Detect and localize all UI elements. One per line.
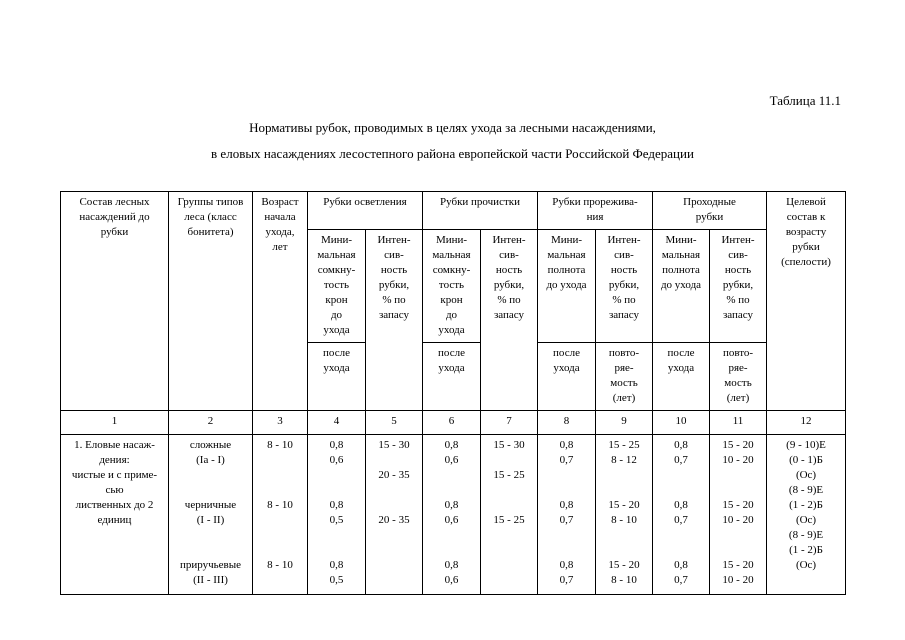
header-cleaning-min-closure: Мини- мальная сомкну- тость крон до ухода — [308, 230, 366, 343]
cell-passing-min-density: 0,8 0,7 0,8 0,7 0,8 0,7 — [653, 435, 710, 595]
column-number: 10 — [653, 411, 710, 435]
norms-table — [60, 191, 846, 595]
header-sparsing: Рубки прорежива- ния — [538, 192, 653, 230]
column-number: 6 — [423, 411, 481, 435]
header-passing-min-density: Мини- мальная полнота до ухода — [653, 230, 710, 343]
header-sparsing-intensity: Интен- сив- ность рубки, % по запасу — [596, 230, 653, 343]
column-number: 8 — [538, 411, 596, 435]
header-thinning: Рубки прочистки — [423, 192, 538, 230]
header-sparsing-min-density: Мини- мальная полнота до ухода — [538, 230, 596, 343]
header-start-age: Возраст начала ухода, лет — [253, 192, 308, 411]
cell-target-composition: (9 - 10)Е (0 - 1)Б (Ос) (8 - 9)Е (1 - 2)Б (Ос) (8 - 9)Е (1 - 2)Б (Ос) — [767, 435, 846, 595]
header-composition: Состав лесных насаждений до рубки — [61, 192, 169, 411]
header-passing-after-care: после ухода — [653, 343, 710, 411]
header-passing-repeat: повто- ряе- мость (лет) — [710, 343, 767, 411]
cell-composition: 1. Еловые насаж- дения: чистые и с приме- сью лиственных до 2 единиц — [61, 435, 169, 595]
cell-start-age: 8 - 10 8 - 10 8 - 10 — [253, 435, 308, 595]
table-label: Таблица 11.1 — [769, 93, 841, 108]
header-thinning-intensity: Интен- сив- ность рубки, % по запасу — [481, 230, 538, 411]
header-forest-groups: Группы типов леса (класс бонитета) — [169, 192, 253, 411]
header-thinning-after-care: после ухода — [423, 343, 481, 411]
cell-thinning-min-closure: 0,8 0,6 0,8 0,6 0,8 0,6 — [423, 435, 481, 595]
cell-cleaning-intensity: 15 - 30 20 - 35 20 - 35 — [366, 435, 423, 595]
header-passing: Проходные рубки — [653, 192, 767, 230]
table-row — [61, 435, 846, 595]
header-row-1 — [61, 192, 846, 230]
cell-cleaning-min-closure: 0,8 0,6 0,8 0,5 0,8 0,5 — [308, 435, 366, 595]
cell-passing-intensity: 15 - 20 10 - 20 15 - 20 10 - 20 15 - 20 10 - 20 — [710, 435, 767, 595]
header-thinning-min-closure: Мини- мальная сомкну- тость крон до ухода — [423, 230, 481, 343]
column-number: 1 — [61, 411, 169, 435]
table-title-line-2: в еловых насаждениях лесостепного района европейской части Российской Федерации — [211, 146, 694, 161]
cell-forest-groups: сложные (Ia - I) черничные (I - II) приручьевые (II - III) — [169, 435, 253, 595]
cell-thinning-intensity: 15 - 30 15 - 25 15 - 25 — [481, 435, 538, 595]
header-cleaning-intensity: Интен- сив- ность рубки, % по запасу — [366, 230, 423, 411]
column-number: 2 — [169, 411, 253, 435]
column-number: 5 — [366, 411, 423, 435]
column-number: 4 — [308, 411, 366, 435]
header-passing-intensity: Интен- сив- ность рубки, % по запасу — [710, 230, 767, 343]
column-number: 3 — [253, 411, 308, 435]
cell-sparsing-intensity: 15 - 25 8 - 12 15 - 20 8 - 10 15 - 20 8 - 10 — [596, 435, 653, 595]
column-number: 9 — [596, 411, 653, 435]
header-cleaning: Рубки осветления — [308, 192, 423, 230]
header-target-composition: Целевой состав к возрасту рубки (спелости) — [767, 192, 846, 411]
column-number: 11 — [710, 411, 767, 435]
header-cleaning-after-care: после ухода — [308, 343, 366, 411]
column-number-row — [61, 411, 846, 435]
column-number: 7 — [481, 411, 538, 435]
header-sparsing-repeat: повто- ряе- мость (лет) — [596, 343, 653, 411]
header-sparsing-after-care: после ухода — [538, 343, 596, 411]
column-number: 12 — [767, 411, 846, 435]
table-title-line-1: Нормативы рубок, проводимых в целях ухода за лесными насаждениями, — [249, 120, 656, 135]
cell-sparsing-min-density: 0,8 0,7 0,8 0,7 0,8 0,7 — [538, 435, 596, 595]
